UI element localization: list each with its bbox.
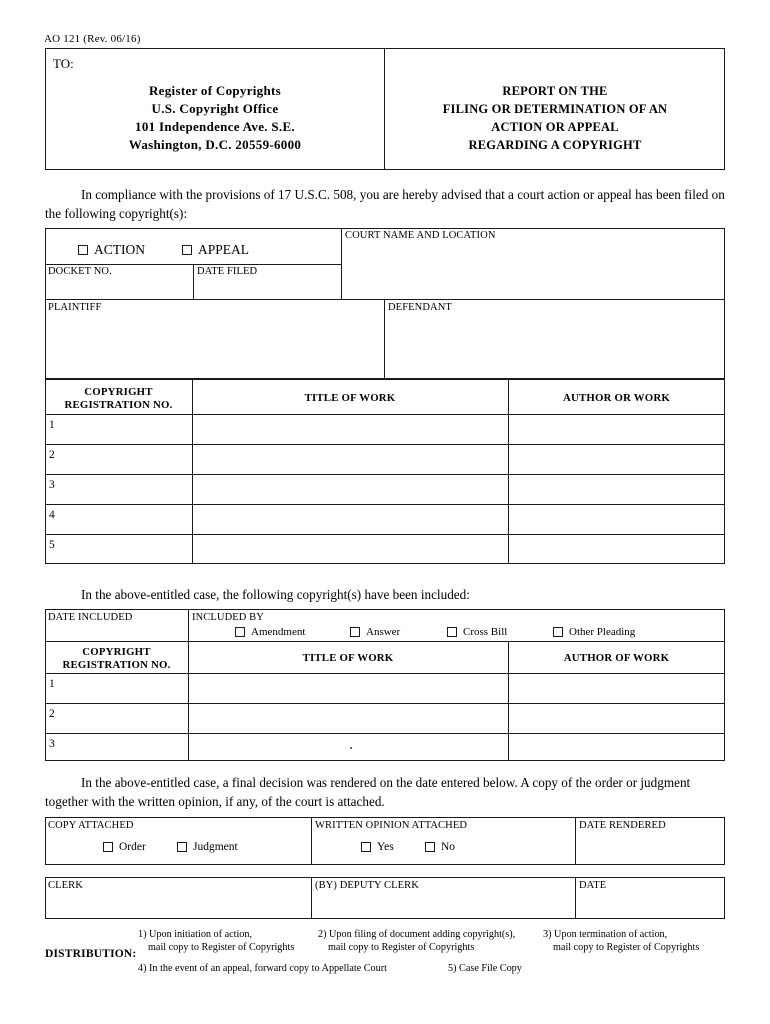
distribution-item-2-line2: mail copy to Register of Copyrights — [328, 942, 475, 953]
table1-row-5-author-cell[interactable] — [512, 536, 720, 562]
table2-row-2-num: 2 — [49, 708, 55, 720]
distribution-item-5: 5) Case File Copy — [448, 963, 522, 974]
amendment-checkbox-row[interactable] — [235, 626, 305, 638]
table2-row-3-num: 3 — [49, 738, 55, 750]
appeal-checkbox-label: APPEAL — [198, 242, 250, 257]
written-opinion-yes-row[interactable] — [361, 841, 394, 853]
defendant-label: DEFENDANT — [388, 302, 452, 313]
judgment-label: Judgment — [193, 841, 238, 853]
table1-row1-divider — [45, 444, 725, 445]
date-included-divider — [188, 609, 189, 641]
table2-row-3-title-cell[interactable] — [192, 735, 504, 761]
table1-col3-header: AUTHOR OR WORK — [563, 392, 670, 404]
answer-label: Answer — [366, 626, 401, 638]
signature-date-label: DATE — [579, 880, 607, 891]
attachment-divider-2 — [575, 817, 576, 865]
table1-row-1-title-cell[interactable] — [196, 416, 504, 442]
docket-no-field[interactable] — [48, 280, 190, 298]
table1-row-2-author-cell[interactable] — [512, 446, 720, 472]
docket-datefiled-divider — [193, 264, 194, 300]
table1-row-4-num: 4 — [49, 509, 55, 521]
signature-divider-1 — [311, 877, 312, 919]
distribution-item-2 — [318, 928, 515, 954]
amendment-label: Amendment — [251, 626, 306, 638]
date-filed-label: DATE FILED — [197, 266, 258, 277]
addressee-line-3: 101 Independence Ave. S.E. — [135, 119, 295, 134]
other-pleading-checkbox-row[interactable] — [553, 626, 635, 638]
table2-row-1-num: 1 — [49, 678, 55, 690]
report-title-line-4: REGARDING A COPYRIGHT — [468, 138, 642, 152]
plaintiff-field[interactable] — [48, 316, 380, 376]
report-title-line-1: REPORT ON THE — [502, 84, 608, 98]
table1-col2-divider — [508, 379, 509, 564]
distribution-item-1-line1: 1) Upon initiation of action, — [138, 929, 253, 940]
table2-row-3-author-cell[interactable] — [512, 735, 720, 761]
deputy-clerk-field[interactable] — [315, 894, 571, 916]
docket-no-label: DOCKET NO. — [48, 266, 112, 277]
defendant-field[interactable] — [388, 316, 720, 376]
answer-checkbox[interactable] — [350, 627, 360, 637]
table2-col3-header: AUTHOR OF WORK — [563, 652, 670, 664]
table1-col1-header-line2: REGISTRATION NO. — [64, 399, 173, 411]
distribution-item-4: 4) In the event of an appeal, forward copy to Appellate Court — [138, 963, 387, 974]
written-opinion-no-label: No — [441, 841, 456, 853]
action-checkbox-row[interactable] — [78, 242, 145, 258]
cross-bill-checkbox-row[interactable] — [447, 626, 507, 638]
table1-col1-header-line1: COPYRIGHT — [84, 386, 153, 398]
amendment-checkbox[interactable] — [235, 627, 245, 637]
attachment-divider-1 — [311, 817, 312, 865]
other-pleading-label: Other Pleading — [569, 626, 636, 638]
clerk-field[interactable] — [48, 894, 306, 916]
table2-row-1-title-cell[interactable] — [192, 675, 504, 701]
table1-row-4-title-cell[interactable] — [196, 506, 504, 532]
court-name-field[interactable] — [345, 244, 719, 296]
distribution-item-3-line1: 3) Upon termination of action, — [543, 929, 668, 940]
parties-divider — [384, 299, 385, 379]
table1-row-1-author-cell[interactable] — [512, 416, 720, 442]
table1-row3-divider — [45, 504, 725, 505]
distribution-item-1 — [138, 928, 294, 954]
table1-row-5-num: 5 — [49, 539, 55, 551]
table1-row-1-num: 1 — [49, 419, 55, 431]
table1-row-3-title-cell[interactable] — [196, 476, 504, 502]
distribution-item-3-line2: mail copy to Register of Copyrights — [553, 942, 700, 953]
date-included-field[interactable] — [48, 625, 184, 639]
addressee-line-2: U.S. Copyright Office — [151, 101, 279, 116]
cross-bill-checkbox[interactable] — [447, 627, 457, 637]
date-filed-field[interactable] — [197, 280, 337, 298]
table1-header-divider — [45, 414, 725, 415]
addressee-line-4: Washington, D.C. 20559-6000 — [128, 137, 302, 152]
table2-row-2-title-cell[interactable] — [192, 705, 504, 731]
judgment-checkbox-row[interactable] — [177, 841, 238, 853]
included-by-divider — [45, 641, 725, 642]
table2-header-divider — [45, 673, 725, 674]
action-checkbox[interactable] — [78, 245, 88, 255]
report-title-block — [390, 82, 720, 154]
table2-col1-header-line2: REGISTRATION NO. — [62, 659, 171, 671]
distribution-label: DISTRIBUTION: — [45, 948, 137, 960]
table1-row4-divider — [45, 534, 725, 535]
answer-checkbox-row[interactable] — [350, 626, 400, 638]
written-opinion-no-row[interactable] — [425, 841, 455, 853]
table1-col1-header — [45, 386, 192, 412]
date-rendered-label: DATE RENDERED — [579, 820, 666, 831]
distribution-item-1-line2: mail copy to Register of Copyrights — [148, 942, 295, 953]
deputy-clerk-label: (BY) DEPUTY CLERK — [315, 880, 419, 891]
order-checkbox[interactable] — [103, 842, 113, 852]
written-opinion-yes-label: Yes — [377, 841, 394, 853]
section2-paragraph: In the above-entitled case, the following copyright(s) have been included: — [81, 587, 470, 602]
report-title-line-3: ACTION OR APPEAL — [491, 120, 619, 134]
cross-bill-label: Cross Bill — [463, 626, 508, 638]
table2-row1-divider — [45, 703, 725, 704]
table1-col1-divider — [192, 379, 193, 564]
table2-col1-header-line1: COPYRIGHT — [82, 646, 151, 658]
table1-row2-divider — [45, 474, 725, 475]
copy-attached-label: COPY ATTACHED — [48, 820, 134, 831]
date-included-label: DATE INCLUDED — [48, 612, 133, 623]
included-by-label: INCLUDED BY — [192, 612, 264, 623]
section3-paragraph: In the above-entitled case, a final decision was rendered on the date entered below. A copy of the order or judgment together with the written opinion, if any, of the court is attached. — [45, 775, 691, 809]
order-checkbox-row[interactable] — [103, 841, 146, 853]
appeal-checkbox[interactable] — [182, 245, 192, 255]
table1-row-3-author-cell[interactable] — [512, 476, 720, 502]
scan-artifact — [350, 747, 352, 749]
form-number: AO 121 (Rev. 06/16) — [44, 33, 141, 45]
table1-row-5-title-cell[interactable] — [196, 536, 504, 562]
written-opinion-no-checkbox[interactable] — [425, 842, 435, 852]
appeal-checkbox-row[interactable] — [182, 242, 249, 258]
order-label: Order — [119, 841, 146, 853]
table2-row2-divider — [45, 733, 725, 734]
header-divider — [384, 48, 385, 170]
table2-row-1-author-cell[interactable] — [512, 675, 720, 701]
other-pleading-checkbox[interactable] — [553, 627, 563, 637]
court-column-divider — [341, 228, 342, 300]
court-name-label: COURT NAME AND LOCATION — [345, 230, 496, 241]
table2-row-2-author-cell[interactable] — [512, 705, 720, 731]
table2-col1-header — [45, 646, 188, 672]
judgment-checkbox[interactable] — [177, 842, 187, 852]
distribution-item-2-line1: 2) Upon filing of document adding copyright(s), — [318, 929, 516, 940]
action-checkbox-label: ACTION — [94, 242, 145, 257]
written-opinion-label: WRITTEN OPINION ATTACHED — [315, 820, 468, 831]
addressee-line-1: Register of Copyrights — [148, 83, 281, 98]
distribution-item-3 — [543, 928, 699, 954]
report-title-line-2: FILING OR DETERMINATION OF AN — [442, 102, 668, 116]
table1-row-2-num: 2 — [49, 449, 55, 461]
table1-col2-header: TITLE OF WORK — [304, 392, 396, 404]
table1-row-3-num: 3 — [49, 479, 55, 491]
table1-row-4-author-cell[interactable] — [512, 506, 720, 532]
date-rendered-field[interactable] — [579, 834, 719, 860]
addressee-block — [53, 82, 377, 154]
plaintiff-label: PLAINTIFF — [48, 302, 102, 313]
section1-paragraph: In compliance with the provisions of 17 U.S.C. 508, you are hereby advised that a court action or appeal has been filed on the following copyright(s): — [45, 187, 725, 221]
signature-divider-2 — [575, 877, 576, 919]
table2-col2-header: TITLE OF WORK — [302, 652, 394, 664]
written-opinion-yes-checkbox[interactable] — [361, 842, 371, 852]
table1-row-2-title-cell[interactable] — [196, 446, 504, 472]
to-label: TO: — [53, 56, 74, 71]
signature-date-field[interactable] — [579, 894, 719, 916]
clerk-label: CLERK — [48, 880, 83, 891]
